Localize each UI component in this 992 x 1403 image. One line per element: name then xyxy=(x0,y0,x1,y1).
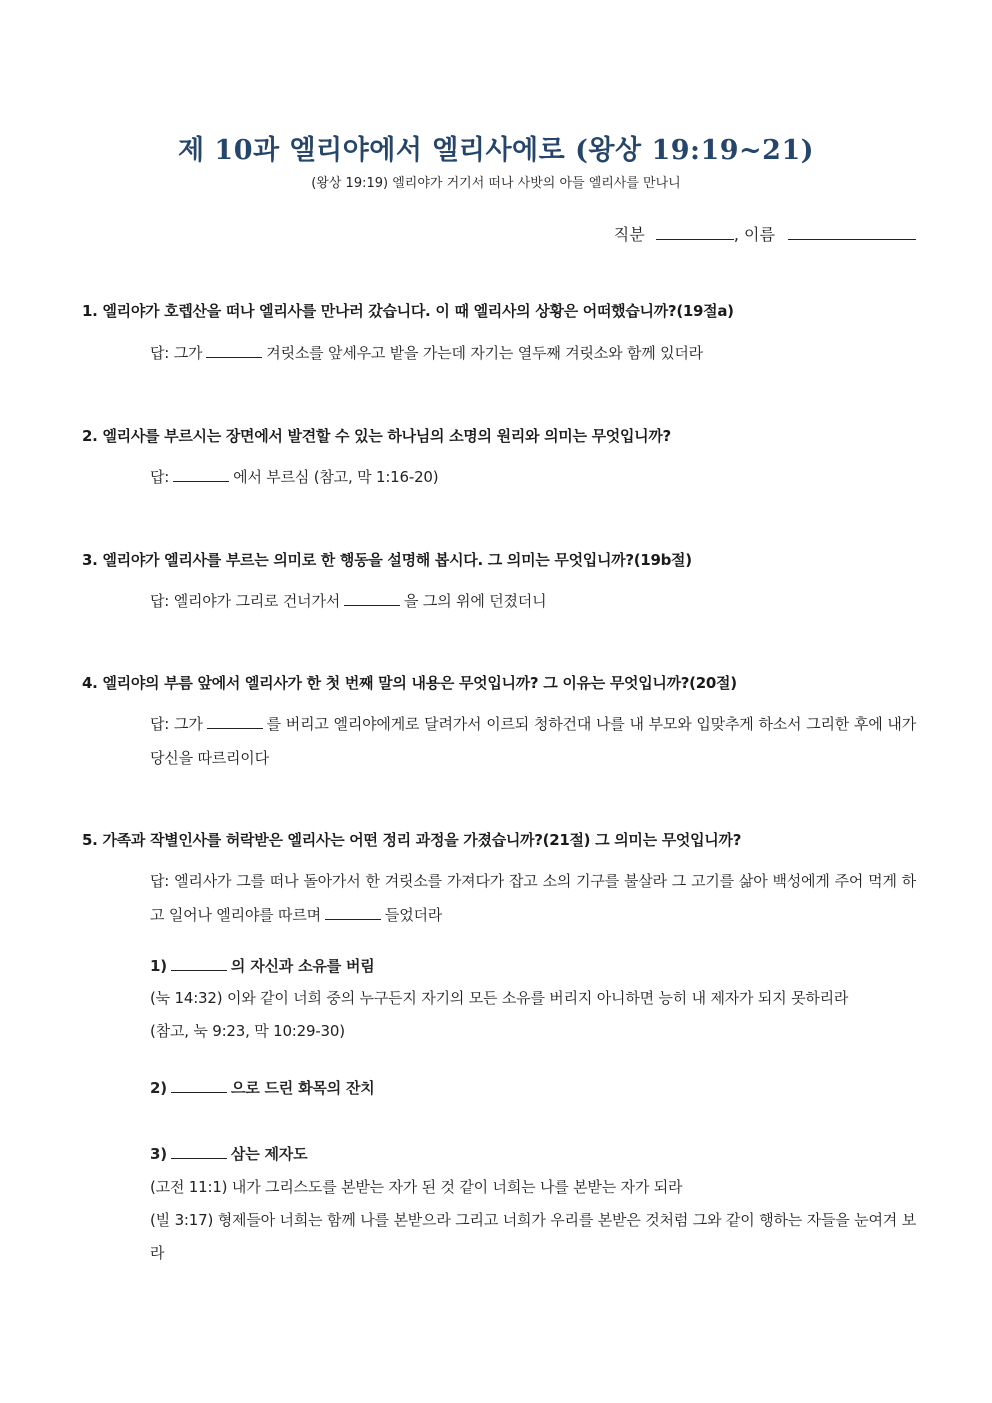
answer-2 xyxy=(150,460,916,494)
answer-blank[interactable] xyxy=(171,1080,227,1093)
answer-text: 들었더라 xyxy=(384,906,443,924)
answer-blank[interactable] xyxy=(171,1146,227,1159)
answer-blank[interactable] xyxy=(344,593,400,606)
position-label: 직분 xyxy=(613,225,645,244)
subpoint-1 xyxy=(150,950,916,983)
question-3: 3. 엘리야가 엘리사를 부르는 의미로 한 행동을 설명해 봅시다. 그 의미는 무엇입니까?(19b절) xyxy=(82,551,692,569)
subpoint-label: 삼는 제자도 xyxy=(230,1145,308,1163)
subpoint-number: 3) xyxy=(150,1145,167,1163)
question-5: 5. 가족과 작별인사를 허락받은 엘리사는 어떤 정리 과정을 가졌습니까?(21절) 그 의미는 무엇입니까? xyxy=(82,831,742,849)
answer-blank[interactable] xyxy=(325,907,381,920)
answer-blank[interactable] xyxy=(171,958,227,971)
question-2: 2. 엘리사를 부르시는 장면에서 발견할 수 있는 하나님의 소명의 원리와 의미는 무엇입니까? xyxy=(82,427,671,445)
name-field-row xyxy=(614,222,916,245)
answer-blank[interactable] xyxy=(173,469,229,482)
answer-blank[interactable] xyxy=(206,345,262,358)
answer-3 xyxy=(150,584,916,618)
subpoint-number: 1) xyxy=(150,957,167,975)
answer-text: 을 그의 위에 던졌더니 xyxy=(404,592,547,610)
page-subtitle: (왕상 19:19) 엘리야가 거기서 떠나 사밧의 아들 엘리사를 만나니 xyxy=(311,176,681,191)
subpoint-label: 으로 드린 화목의 잔치 xyxy=(230,1079,375,1097)
answer-text: 에서 부르심 (참고, 막 1:16-20) xyxy=(233,468,439,486)
subpoint-1-reference: (눅 14:32) 이와 같이 너희 중의 누구든지 자기의 모든 소유를 버리지 아니하면 능히 내 제자가 되지 못하리라 xyxy=(150,989,849,1007)
answer-text: 를 버리고 엘리야에게로 달려가서 이르되 청하건대 나를 내 부모와 입맞추게 하소서 그리한 후에 내가 당신을 따르리이다 xyxy=(150,715,916,767)
page-title: 제 10과 엘리야에서 엘리사에로 (왕상 19:19~21) xyxy=(177,135,815,166)
subpoint-number: 2) xyxy=(150,1079,167,1097)
name-label: , 이름 xyxy=(733,225,775,244)
answer-blank[interactable] xyxy=(207,716,263,729)
position-field[interactable] xyxy=(656,223,734,240)
subpoint-3-reference: (고전 11:1) 내가 그리스도를 본받는 자가 된 것 같이 너희는 나를 본받는 자가 되라 xyxy=(150,1178,683,1196)
name-field[interactable] xyxy=(788,223,916,240)
subpoint-label: 의 자신과 소유를 버림 xyxy=(230,957,375,975)
subpoint-3 xyxy=(150,1138,916,1171)
question-1: 1. 엘리야가 호렙산을 떠나 엘리사를 만나러 갔습니다. 이 때 엘리사의 상황은 어떠했습니까?(19절a) xyxy=(82,302,734,320)
question-4: 4. 엘리야의 부름 앞에서 엘리사가 한 첫 번째 말의 내용은 무엇입니까? 그 이유는 무엇입니까?(20절) xyxy=(82,674,737,692)
answer-1 xyxy=(150,336,916,370)
answer-text: 답: 그가 xyxy=(150,344,203,362)
answer-4 xyxy=(150,707,916,775)
answer-text: 답: 엘리야가 그리로 건너가서 xyxy=(150,592,341,610)
answer-text: 답: xyxy=(150,468,170,486)
subpoint-2 xyxy=(150,1072,916,1105)
answer-text: 답: 그가 xyxy=(150,715,203,733)
subpoint-1-reference: (참고, 눅 9:23, 막 10:29-30) xyxy=(150,1022,345,1040)
answer-5 xyxy=(150,864,916,932)
subpoint-3-reference: (빌 3:17) 형제들아 너희는 함께 나를 본받으라 그리고 너희가 우리를 본받은 것처럼 그와 같이 행하는 자들을 눈여겨 보라 xyxy=(150,1211,916,1262)
answer-text: 답: 엘리사가 그를 떠나 돌아가서 한 겨릿소를 가져다가 잡고 소의 기구를 불살라 그 고기를 삶아 백성에게 주어 먹게 하고 일어나 엘리야를 따르며 xyxy=(150,872,916,924)
answer-text: 겨릿소를 앞세우고 밭을 가는데 자기는 열두째 겨릿소와 함께 있더라 xyxy=(266,344,703,362)
